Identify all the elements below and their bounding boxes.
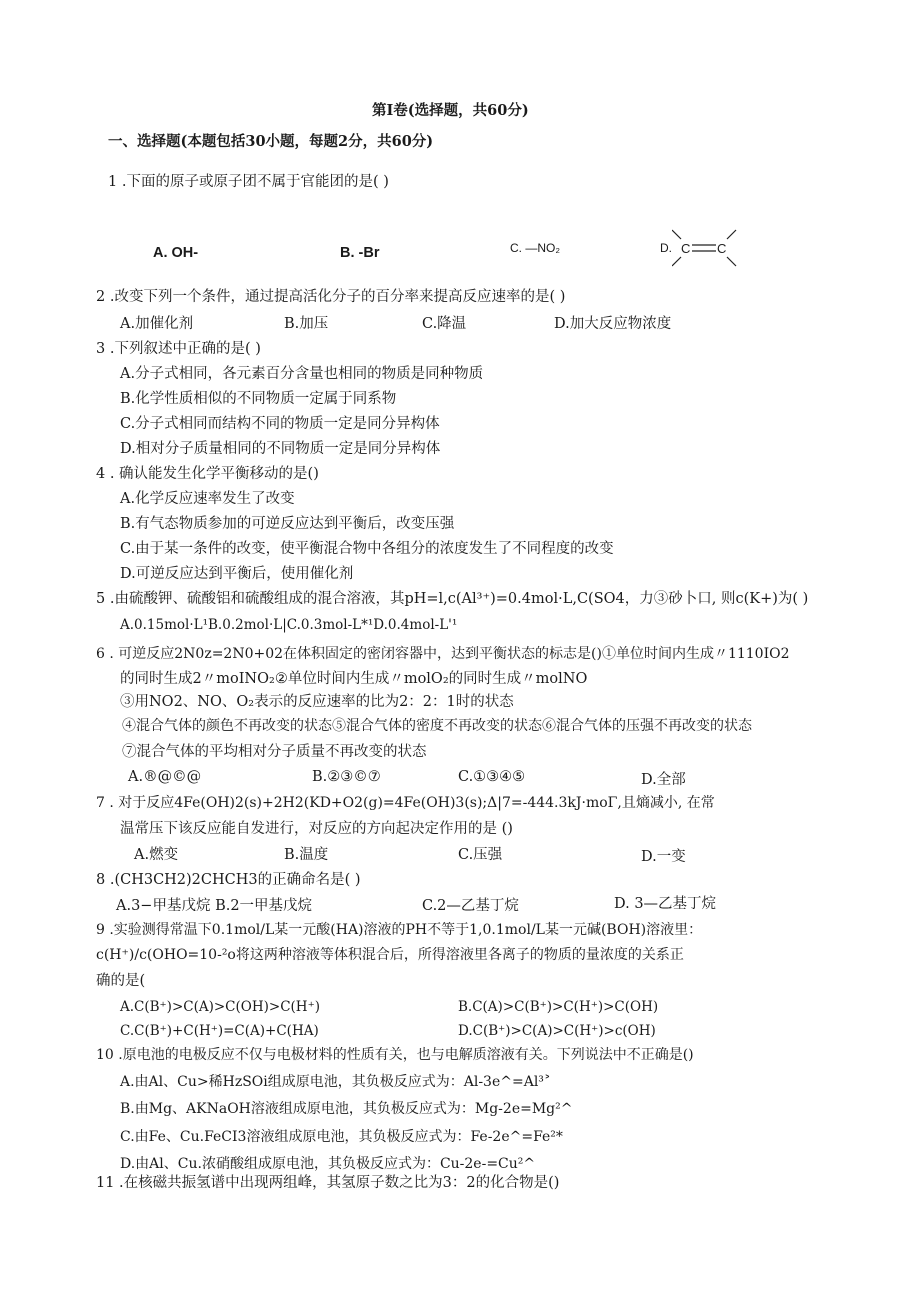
question-10-option-b: B.由Mg、AKNaOH溶液组成原电池，其负极反应式为：Mg-2e=Mg²^ bbox=[120, 1101, 573, 1117]
question-3-option-b: B.化学性质相似的不同物质一定属于同系物 bbox=[120, 391, 397, 407]
question-6-option-b: B.②③©⑦ bbox=[312, 769, 381, 785]
section-heading: 一、选择题(本题包括30小题，每题2分，共60分) bbox=[108, 133, 434, 150]
question-7-option-a: A.燃变 bbox=[134, 847, 179, 863]
question-8-options-ab: A.3−甲基戊烷 B.2一甲基戊烷 bbox=[116, 898, 313, 914]
question-1-option-c: C. —NO₂ bbox=[510, 241, 560, 255]
paper-title: 第I卷(选择题，共60分) bbox=[372, 102, 529, 119]
question-1-option-a: A. OH- bbox=[153, 245, 199, 261]
question-2-option-d: D.加大反应物浓度 bbox=[554, 316, 672, 332]
question-7-option-d: D.一变 bbox=[641, 849, 686, 865]
question-10-option-d: D.由Al、Cu.浓硝酸组成原电池，其负极反应式为：Cu-2e-=Cu²^ bbox=[120, 1156, 536, 1172]
question-4-stem: 4 . 确认能发生化学平衡移动的是() bbox=[96, 466, 319, 482]
question-3-option-c: C.分子式相同而结构不同的物质一定是同分异构体 bbox=[120, 416, 440, 432]
carbon-atom-right: C bbox=[717, 241, 727, 256]
question-4-option-d: D.可逆反应达到平衡后，使用催化剂 bbox=[120, 566, 354, 582]
question-10-option-c: C.由Fe、Cu.FeCI3溶液组成原电池，其负极反应式为：Fe-2e^=Fe²* bbox=[120, 1129, 563, 1145]
question-2-option-b: B.加压 bbox=[284, 316, 329, 332]
question-3-option-d: D.相对分子质量相同的不同物质一定是同分异构体 bbox=[120, 441, 441, 457]
question-2-option-a: A.加催化剂 bbox=[120, 316, 194, 332]
question-7-option-b: B.温度 bbox=[284, 847, 329, 863]
question-6-line-4: ④混合气体的颜色不再改变的状态⑤混合气体的密度不再改变的状态⑥混合气体的压强不再改变的状态 bbox=[122, 718, 752, 734]
carbon-atom-left: C bbox=[681, 241, 691, 256]
question-1-stem: 1 .下面的原子或原子团不属于官能团的是( ) bbox=[108, 174, 389, 190]
question-5-options: A.0.15mol·L¹B.0.2mol·L|C.0.3mol-L*¹D.0.4mol-L'¹ bbox=[120, 617, 458, 633]
question-1-option-d-label: D. bbox=[660, 241, 672, 255]
question-9-option-c: C.C(B⁺)+C(H⁺)=C(A)+C(HA) bbox=[120, 1023, 319, 1039]
question-7-stem: 7 . 对于反应4Fe(OH)2(s)+2H2(KD+O2(g)=4Fe(OH)3(s);Δ|7=-444.3kJ·moΓ,且熵减小, 在常 bbox=[96, 795, 715, 811]
question-6-stem: 6 . 可逆反应2N0z=2N0+02在体积固定的密闭容器中，达到平衡状态的标志是()①单位时间内生成〃1110IO2 bbox=[96, 646, 790, 662]
question-9-stem: 9 .实验测得常温下0.1mol/L某一元酸(HA)溶液的PH不等于1,0.1mol/L某一元碱(BOH)溶液里： bbox=[96, 922, 703, 938]
question-4-option-c: C.由于某一条件的改变，使平衡混合物中各组分的浓度发生了不同程度的改变 bbox=[120, 541, 614, 557]
question-9-line-2: c(H⁺)/c(OHO=10-²o将这两种溶液等体积混合后，所得溶液里各离子的物质的量浓度的关系正 bbox=[96, 947, 684, 963]
question-6-line-3: ③用NO2、NO、O₂表示的反应速率的比为2：2：1时的状态 bbox=[120, 694, 514, 710]
question-8-option-c: C.2—乙基丁烷 bbox=[422, 898, 519, 914]
question-1-option-b: B. -Br bbox=[340, 245, 380, 261]
question-11-stem: 11 .在核磁共振氢谱中出现两组峰，其氢原子数之比为3：2的化合物是() bbox=[96, 1175, 560, 1191]
carbon-double-bond-diagram bbox=[672, 226, 752, 270]
question-9-option-a: A.C(B⁺)>C(A)>C(OH)>C(H⁺) bbox=[120, 999, 320, 1015]
question-6-line-2: 的同时生成2〃moINO₂②单位时间内生成〃molO₂的同时生成〃molNO bbox=[120, 671, 588, 687]
question-8-option-d: D. 3—乙基丁烷 bbox=[614, 896, 717, 912]
question-6-option-d: D.全部 bbox=[641, 772, 686, 788]
question-6-option-c: C.①③④⑤ bbox=[458, 769, 526, 785]
question-2-stem: 2 .改变下列一个条件，通过提高活化分子的百分率来提高反应速率的是( ) bbox=[96, 289, 566, 305]
question-10-stem: 10 .原电池的电极反应不仅与电极材料的性质有关，也与电解质溶液有关。下列说法中不正确是() bbox=[96, 1047, 694, 1063]
question-9-line-3: 确的是( bbox=[96, 973, 146, 989]
question-3-stem: 3 .下列叙述中正确的是( ) bbox=[96, 341, 261, 357]
question-8-stem: 8 .(CH3CH2)2CHCH3的正确命名是( ) bbox=[96, 872, 361, 888]
question-1-option-d bbox=[660, 226, 750, 270]
question-6-line-5: ⑦混合气体的平均相对分子质量不再改变的状态 bbox=[122, 744, 427, 760]
question-6-option-a: A.®@©@ bbox=[128, 769, 202, 785]
question-3-option-a: A.分子式相同，各元素百分含量也相同的物质是同种物质 bbox=[120, 366, 484, 382]
question-2-option-c: C.降温 bbox=[422, 316, 467, 332]
question-4-option-b: B.有气态物质参加的可逆反应达到平衡后，改变压强 bbox=[120, 516, 455, 532]
question-10-option-a: A.由Al、Cu>稀HzSOi组成原电池，其负极反应式为：Al-3e^=Al³˃ bbox=[120, 1074, 551, 1090]
question-7-option-c: C.压强 bbox=[458, 847, 503, 863]
question-9-option-d: D.C(B⁺)>C(A)>C(H⁺)>c(OH) bbox=[458, 1023, 656, 1039]
question-4-option-a: A.化学反应速率发生了改变 bbox=[120, 491, 295, 507]
question-5-stem: 5 .由硫酸钾、硫酸铝和硫酸组成的混合溶液，其pH=l,c(Al³⁺)=0.4mol·L,C(SO4，力③砂卜口, 则c(K+)为( ) bbox=[96, 591, 809, 607]
question-7-line-2: 温常压下该反应能自发进行，对反应的方向起决定作用的是 () bbox=[120, 821, 513, 837]
question-9-option-b: B.C(A)>C(B⁺)>C(H⁺)>C(OH) bbox=[458, 999, 659, 1015]
